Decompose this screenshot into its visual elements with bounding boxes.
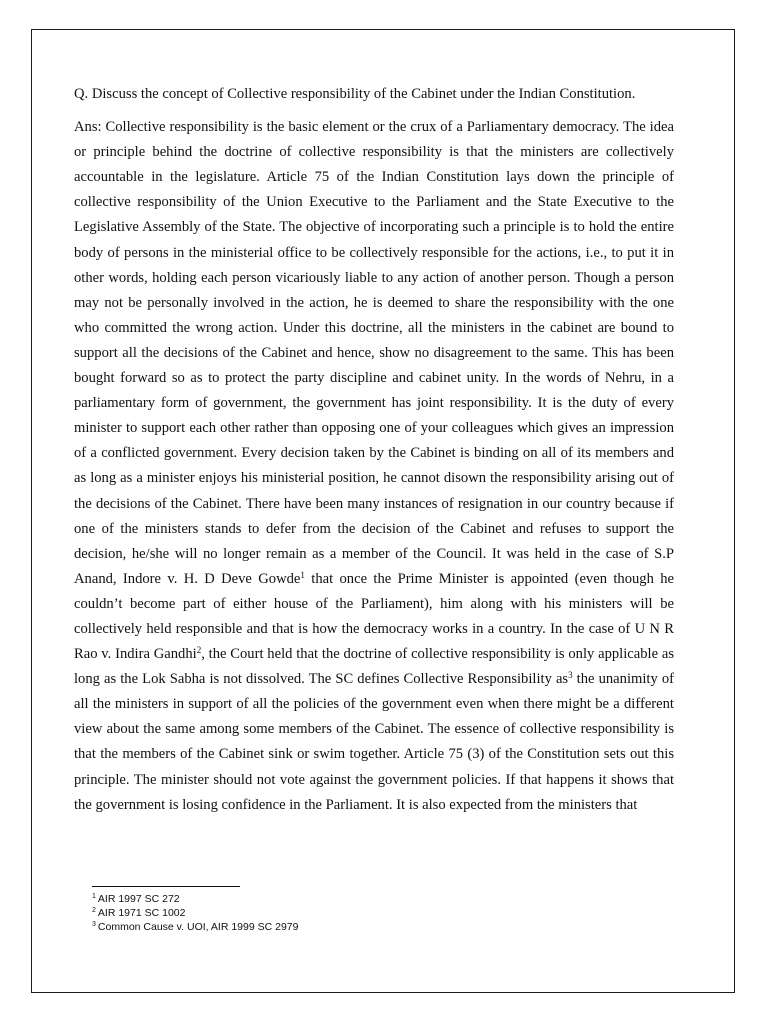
footnote-text: Common Cause v. UOI, AIR 1999 SC 2979: [97, 921, 299, 933]
footnote-ref-2: 2: [196, 645, 202, 656]
footnote-ref-1: 1: [300, 569, 305, 580]
footnote-separator: [92, 886, 240, 887]
footnotes: [92, 892, 298, 934]
document-body: [74, 82, 674, 818]
answer-paragraph: [74, 115, 674, 818]
footnote-number: 3: [92, 921, 96, 928]
answer-text-part-3: , the Court held that the doctrine of collective responsibility is only applicable as long as the Lok Sabha is not dissolved. The SC defines Collective Responsibility as: [74, 646, 675, 688]
footnote-number: 1: [92, 893, 96, 900]
footnote-ref-3: 3: [568, 670, 573, 681]
answer-text-part-2: that once the Prime Minister is appointed (even though he couldn’t become part of either house of the Parliament), him along with his ministers will be collectively held responsible and that is how the democracy works in a country. In the case of U N R Rao v. Indira Gandhi: [74, 570, 675, 663]
footnote-3: [92, 920, 298, 934]
footnote-2: [92, 906, 298, 920]
footnote-number: 2: [92, 907, 96, 914]
footnote-text: AIR 1971 SC 1002: [97, 907, 186, 919]
answer-text-part-1: Ans: Collective responsibility is the basic element or the crux of a Parliamentary democracy. The idea or principle behind the doctrine of collective responsibility is that the ministers are collectively accountable in the legislature. Article 75 of the Indian Constitution lays down the principle of collective responsibility of the Union Executive to the Parliament and the State Executive to the Legislative Assembly of the State. The objective of incorporating such a principle is to hold the entire body of persons in the ministerial office to be collectively responsible for the actions, i.e., to put it in other words, holding each person vicariously liable to any action of another person. Though a person may not be personally involved in the action, he is deemed to share the responsibility with the one who committed the wrong action. Under this doctrine, all the ministers in the cabinet are bound to support all the decisions of the Cabinet and hence, show no disagreement to the same. This has been bought forward so as to protect the party discipline and cabinet unity. In the words of Nehru, in a parliamentary form of government, the government has joint responsibility. It is the duty of every minister to support each other rather than opposing one of your colleagues which gives an impression of a conflicted government. Every decision taken by the Cabinet is binding on all of its members and as long as a minister enjoys his ministerial position, he cannot disown the responsibility arising out of the decisions of the Cabinet. There have been many instances of resignation in our country because if one of the ministers stands to defer from the decision of the Cabinet and refuses to support the decision, he/she will no longer remain as a member of the Council. It was held in the case of S.P Anand, Indore v. H. D Deve Gowde: [74, 119, 674, 587]
question-text: Q. Discuss the concept of Collective responsibility of the Cabinet under the Indian Constitution.: [74, 86, 636, 102]
answer-text-part-4: the unanimity of all the ministers in support of all the policies of the government even when there might be a different view about the same among some members of the Cabinet. The essence of collective responsibility is that the members of the Cabinet sink or swim together. Article 75 (3) of the Constitution sets out this principle. The minister should not vote against the government policies. If that happens it shows that the government is losing confidence in the Parliament. It is also expected from the ministers that: [74, 671, 674, 813]
footnote-1: [92, 892, 298, 906]
footnote-text: AIR 1997 SC 272: [97, 893, 180, 905]
